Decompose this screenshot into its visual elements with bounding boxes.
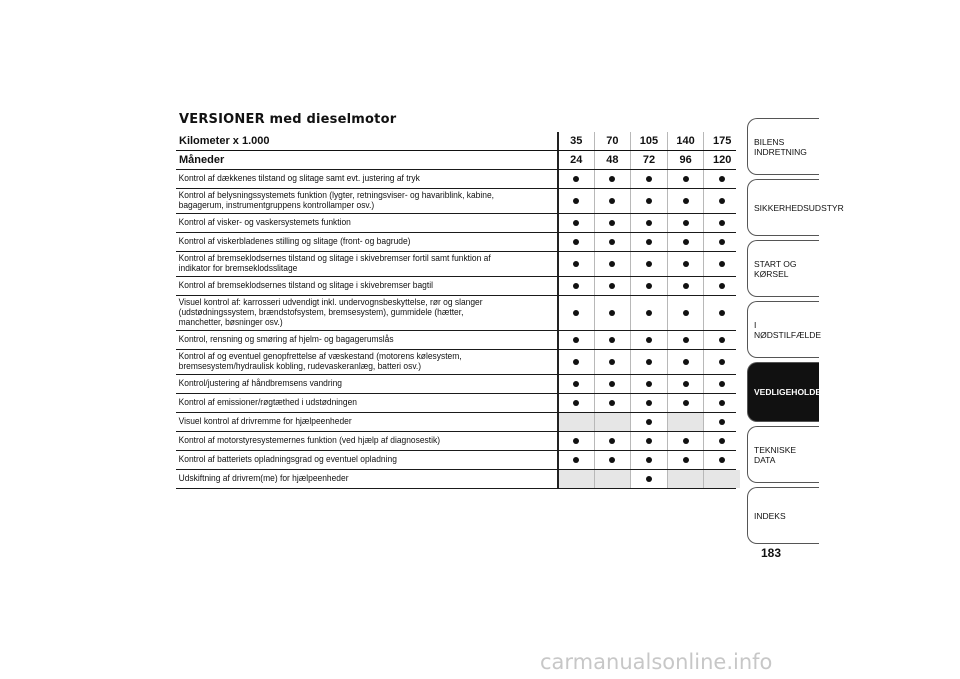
tab-label: TEKNISKE DATA	[754, 444, 797, 465]
bullet-mark-icon	[646, 400, 652, 406]
bullet-mark-icon	[573, 198, 579, 204]
interval-cell	[703, 394, 740, 412]
interval-cell	[703, 451, 740, 469]
table-row	[176, 296, 736, 331]
bullet-mark-icon	[609, 457, 615, 463]
interval-cell	[630, 296, 667, 330]
bullet-mark-icon	[609, 337, 615, 343]
service-item-text: Kontrol af belysningssystemets funktion (lygter, retningsviser- og havariblink, kabine, bagagerum, instrumentgruppens kontrollamper osv.)	[178, 190, 494, 211]
interval-cell	[667, 375, 704, 393]
interval-cell	[557, 394, 594, 412]
interval-cell	[703, 296, 740, 330]
interval-cell	[557, 451, 594, 469]
table-row	[176, 277, 736, 296]
interval-cell	[630, 375, 667, 393]
bullet-mark-icon	[719, 457, 725, 463]
tab-vedligeholdelse[interactable]	[747, 362, 838, 422]
tab-start-og-kørsel[interactable]	[747, 240, 819, 297]
months-value: 96	[667, 151, 704, 169]
bullet-mark-icon	[609, 176, 615, 182]
bullet-mark-icon	[719, 198, 725, 204]
months-label: Måneder	[179, 154, 225, 166]
table-row	[176, 214, 736, 233]
tab-sikkerhedsudstyr[interactable]	[747, 179, 844, 236]
bullet-mark-icon	[646, 419, 652, 425]
interval-cell	[557, 277, 594, 295]
interval-cell	[703, 413, 740, 431]
bullet-mark-icon	[646, 476, 652, 482]
chapter-tabs	[747, 118, 844, 548]
bullet-mark-icon	[609, 261, 615, 267]
tab-label: START OG KØRSEL	[754, 258, 797, 279]
bullet-mark-icon	[683, 261, 689, 267]
interval-cell	[667, 170, 704, 188]
service-item-text: Visuel kontrol af: karrosseri udvendigt inkl. undervognsbeskyttelse, rør og slanger (udstødningssystem, brændstofsystem, bremsesystem), gummidele (hætter, manchetter, bøsninger osv.)	[178, 297, 483, 328]
bullet-mark-icon	[646, 310, 652, 316]
interval-cell	[703, 470, 740, 488]
interval-cell	[557, 375, 594, 393]
tab-bilens-indretning[interactable]	[747, 118, 819, 175]
bullet-mark-icon	[573, 381, 579, 387]
months-value: 72	[630, 151, 667, 169]
service-item-text: Udskiftning af drivrem(me) for hjælpeenheder	[178, 473, 349, 484]
bullet-mark-icon	[646, 359, 652, 365]
bullet-mark-icon	[719, 176, 725, 182]
km-value: 175	[703, 132, 740, 150]
interval-cell	[667, 296, 704, 330]
watermark: carmanualsonline.info	[540, 650, 773, 674]
bullet-mark-icon	[683, 239, 689, 245]
service-item-text: Kontrol af dækkenes tilstand og slitage samt evt. justering af tryk	[178, 173, 420, 184]
interval-cell	[703, 252, 740, 276]
km-value: 105	[630, 132, 667, 150]
bullet-mark-icon	[719, 283, 725, 289]
bullet-mark-icon	[683, 457, 689, 463]
interval-cell	[594, 252, 631, 276]
km-value: 35	[557, 132, 594, 150]
bullet-mark-icon	[719, 239, 725, 245]
interval-cell	[630, 214, 667, 232]
interval-cell	[594, 350, 631, 374]
maintenance-table	[176, 132, 736, 489]
interval-cell	[594, 189, 631, 213]
interval-cell	[630, 233, 667, 251]
interval-cell	[557, 331, 594, 349]
interval-cell	[557, 170, 594, 188]
interval-cell	[630, 170, 667, 188]
bullet-mark-icon	[609, 400, 615, 406]
tab-i-nødstilfælde[interactable]	[747, 301, 822, 358]
bullet-mark-icon	[609, 239, 615, 245]
tab-label: VEDLIGEHOLDELSE	[754, 387, 838, 397]
interval-cell	[557, 189, 594, 213]
months-value: 24	[557, 151, 594, 169]
interval-cell	[594, 451, 631, 469]
km-values	[557, 132, 740, 150]
interval-cell	[667, 394, 704, 412]
interval-cell	[630, 252, 667, 276]
interval-cell	[594, 214, 631, 232]
interval-cell	[630, 350, 667, 374]
interval-cell	[594, 413, 631, 431]
bullet-mark-icon	[683, 176, 689, 182]
bullet-mark-icon	[573, 457, 579, 463]
service-item-text: Kontrol af batteriets opladningsgrad og eventuel opladning	[178, 454, 397, 465]
bullet-mark-icon	[719, 419, 725, 425]
interval-cell	[667, 252, 704, 276]
interval-cell	[703, 375, 740, 393]
tab-label: BILENS INDRETNING	[754, 136, 807, 157]
interval-cell	[630, 394, 667, 412]
bullet-mark-icon	[719, 438, 725, 444]
interval-cell	[667, 413, 704, 431]
bullet-mark-icon	[573, 400, 579, 406]
bullet-mark-icon	[646, 176, 652, 182]
bullet-mark-icon	[573, 337, 579, 343]
service-item-text: Kontrol/justering af håndbremsens vandring	[178, 378, 342, 389]
bullet-mark-icon	[683, 220, 689, 226]
service-item-text: Kontrol af visker- og vaskersystemets funktion	[178, 217, 351, 228]
interval-cell	[557, 296, 594, 330]
interval-cell	[703, 189, 740, 213]
interval-cell	[557, 252, 594, 276]
interval-cell	[557, 432, 594, 450]
table-row	[176, 189, 736, 214]
interval-cell	[703, 277, 740, 295]
bullet-mark-icon	[573, 283, 579, 289]
bullet-mark-icon	[683, 400, 689, 406]
bullet-mark-icon	[573, 310, 579, 316]
bullet-mark-icon	[573, 359, 579, 365]
tab-indeks[interactable]	[747, 487, 819, 544]
bullet-mark-icon	[719, 261, 725, 267]
tab-label: I NØDSTILFÆLDE	[754, 319, 822, 340]
interval-cell	[630, 470, 667, 488]
interval-cell	[594, 375, 631, 393]
interval-cell	[557, 413, 594, 431]
bullet-mark-icon	[609, 359, 615, 365]
bullet-mark-icon	[646, 261, 652, 267]
interval-cell	[667, 432, 704, 450]
months-value: 120	[703, 151, 740, 169]
table-row	[176, 331, 736, 350]
bullet-mark-icon	[646, 457, 652, 463]
interval-cell	[667, 331, 704, 349]
bullet-mark-icon	[646, 381, 652, 387]
service-item-text: Kontrol af viskerbladenes stilling og slitage (front- og bagrude)	[178, 236, 411, 247]
service-item-text: Kontrol af og eventuel genopfrettelse af væskestand (motorens kølesystem, bremsesystem/hydraulisk kobling, rudevaskeranlæg, batteri osv.)	[178, 351, 462, 372]
table-row	[176, 451, 736, 470]
page-number: 183	[761, 546, 782, 560]
interval-cell	[630, 189, 667, 213]
bullet-mark-icon	[646, 337, 652, 343]
table-row	[176, 170, 736, 189]
months-values	[557, 151, 740, 169]
interval-cell	[594, 233, 631, 251]
km-value: 140	[667, 132, 704, 150]
interval-cell	[667, 451, 704, 469]
service-item-text: Visuel kontrol af drivremme for hjælpeenheder	[178, 416, 352, 427]
interval-cell	[594, 470, 631, 488]
bullet-mark-icon	[683, 283, 689, 289]
bullet-mark-icon	[609, 198, 615, 204]
bullet-mark-icon	[719, 337, 725, 343]
bullet-mark-icon	[609, 310, 615, 316]
table-row	[176, 394, 736, 413]
km-value: 70	[594, 132, 631, 150]
interval-cell	[557, 470, 594, 488]
interval-cell	[667, 350, 704, 374]
table-row	[176, 233, 736, 252]
interval-cell	[667, 233, 704, 251]
months-header-row	[176, 151, 736, 170]
bullet-mark-icon	[683, 337, 689, 343]
interval-cell	[667, 277, 704, 295]
bullet-mark-icon	[646, 283, 652, 289]
bullet-mark-icon	[683, 381, 689, 387]
interval-cell	[703, 214, 740, 232]
bullet-mark-icon	[573, 261, 579, 267]
interval-cell	[557, 350, 594, 374]
interval-cell	[594, 432, 631, 450]
tab-label: SIKKERHEDSUDSTYR	[754, 202, 844, 213]
interval-cell	[594, 331, 631, 349]
table-row	[176, 432, 736, 451]
bullet-mark-icon	[609, 220, 615, 226]
bullet-mark-icon	[683, 198, 689, 204]
table-row	[176, 470, 736, 489]
table-row	[176, 252, 736, 277]
bullet-mark-icon	[719, 310, 725, 316]
bullet-mark-icon	[683, 359, 689, 365]
interval-cell	[594, 394, 631, 412]
interval-cell	[703, 350, 740, 374]
interval-cell	[594, 277, 631, 295]
interval-cell	[630, 331, 667, 349]
bullet-mark-icon	[683, 438, 689, 444]
interval-cell	[703, 170, 740, 188]
interval-cell	[630, 413, 667, 431]
interval-cell	[557, 214, 594, 232]
service-item-text: Kontrol af motorstyresystemernes funktion (ved hjælp af diagnosestik)	[178, 435, 441, 446]
interval-cell	[594, 296, 631, 330]
bullet-mark-icon	[646, 438, 652, 444]
bullet-mark-icon	[719, 381, 725, 387]
service-item-text: Kontrol af bremseklodsernes tilstand og slitage i skivebremser fortil samt funktion af indikator for bremseklodsslitage	[178, 253, 491, 274]
bullet-mark-icon	[573, 239, 579, 245]
interval-cell	[630, 432, 667, 450]
bullet-mark-icon	[646, 198, 652, 204]
bullet-mark-icon	[683, 310, 689, 316]
service-item-text: Kontrol af bremseklodsernes tilstand og slitage i skivebremser bagtil	[178, 280, 433, 291]
table-row	[176, 350, 736, 375]
interval-cell	[557, 233, 594, 251]
interval-cell	[667, 214, 704, 232]
bullet-mark-icon	[573, 176, 579, 182]
interval-cell	[630, 277, 667, 295]
interval-cell	[703, 432, 740, 450]
section-title: VERSIONER med dieselmotor	[179, 112, 397, 127]
tab-tekniske-data[interactable]	[747, 426, 819, 483]
bullet-mark-icon	[609, 438, 615, 444]
km-header-row	[176, 132, 736, 151]
interval-cell	[630, 451, 667, 469]
service-item-text: Kontrol af emissioner/røgtæthed i udstødningen	[178, 397, 357, 408]
bullet-mark-icon	[573, 438, 579, 444]
table-row	[176, 413, 736, 432]
interval-cell	[703, 233, 740, 251]
interval-cell	[667, 470, 704, 488]
bullet-mark-icon	[719, 220, 725, 226]
bullet-mark-icon	[646, 239, 652, 245]
table-row	[176, 375, 736, 394]
interval-cell	[594, 170, 631, 188]
interval-cell	[667, 189, 704, 213]
interval-cell	[703, 331, 740, 349]
bullet-mark-icon	[609, 283, 615, 289]
tab-label: INDEKS	[754, 510, 786, 521]
service-item-text: Kontrol, rensning og smøring af hjelm- og bagagerumslås	[178, 334, 394, 345]
months-value: 48	[594, 151, 631, 169]
bullet-mark-icon	[573, 220, 579, 226]
bullet-mark-icon	[646, 220, 652, 226]
bullet-mark-icon	[719, 359, 725, 365]
bullet-mark-icon	[609, 381, 615, 387]
table-body	[176, 170, 736, 489]
bullet-mark-icon	[719, 400, 725, 406]
km-label: Kilometer x 1.000	[179, 135, 270, 147]
